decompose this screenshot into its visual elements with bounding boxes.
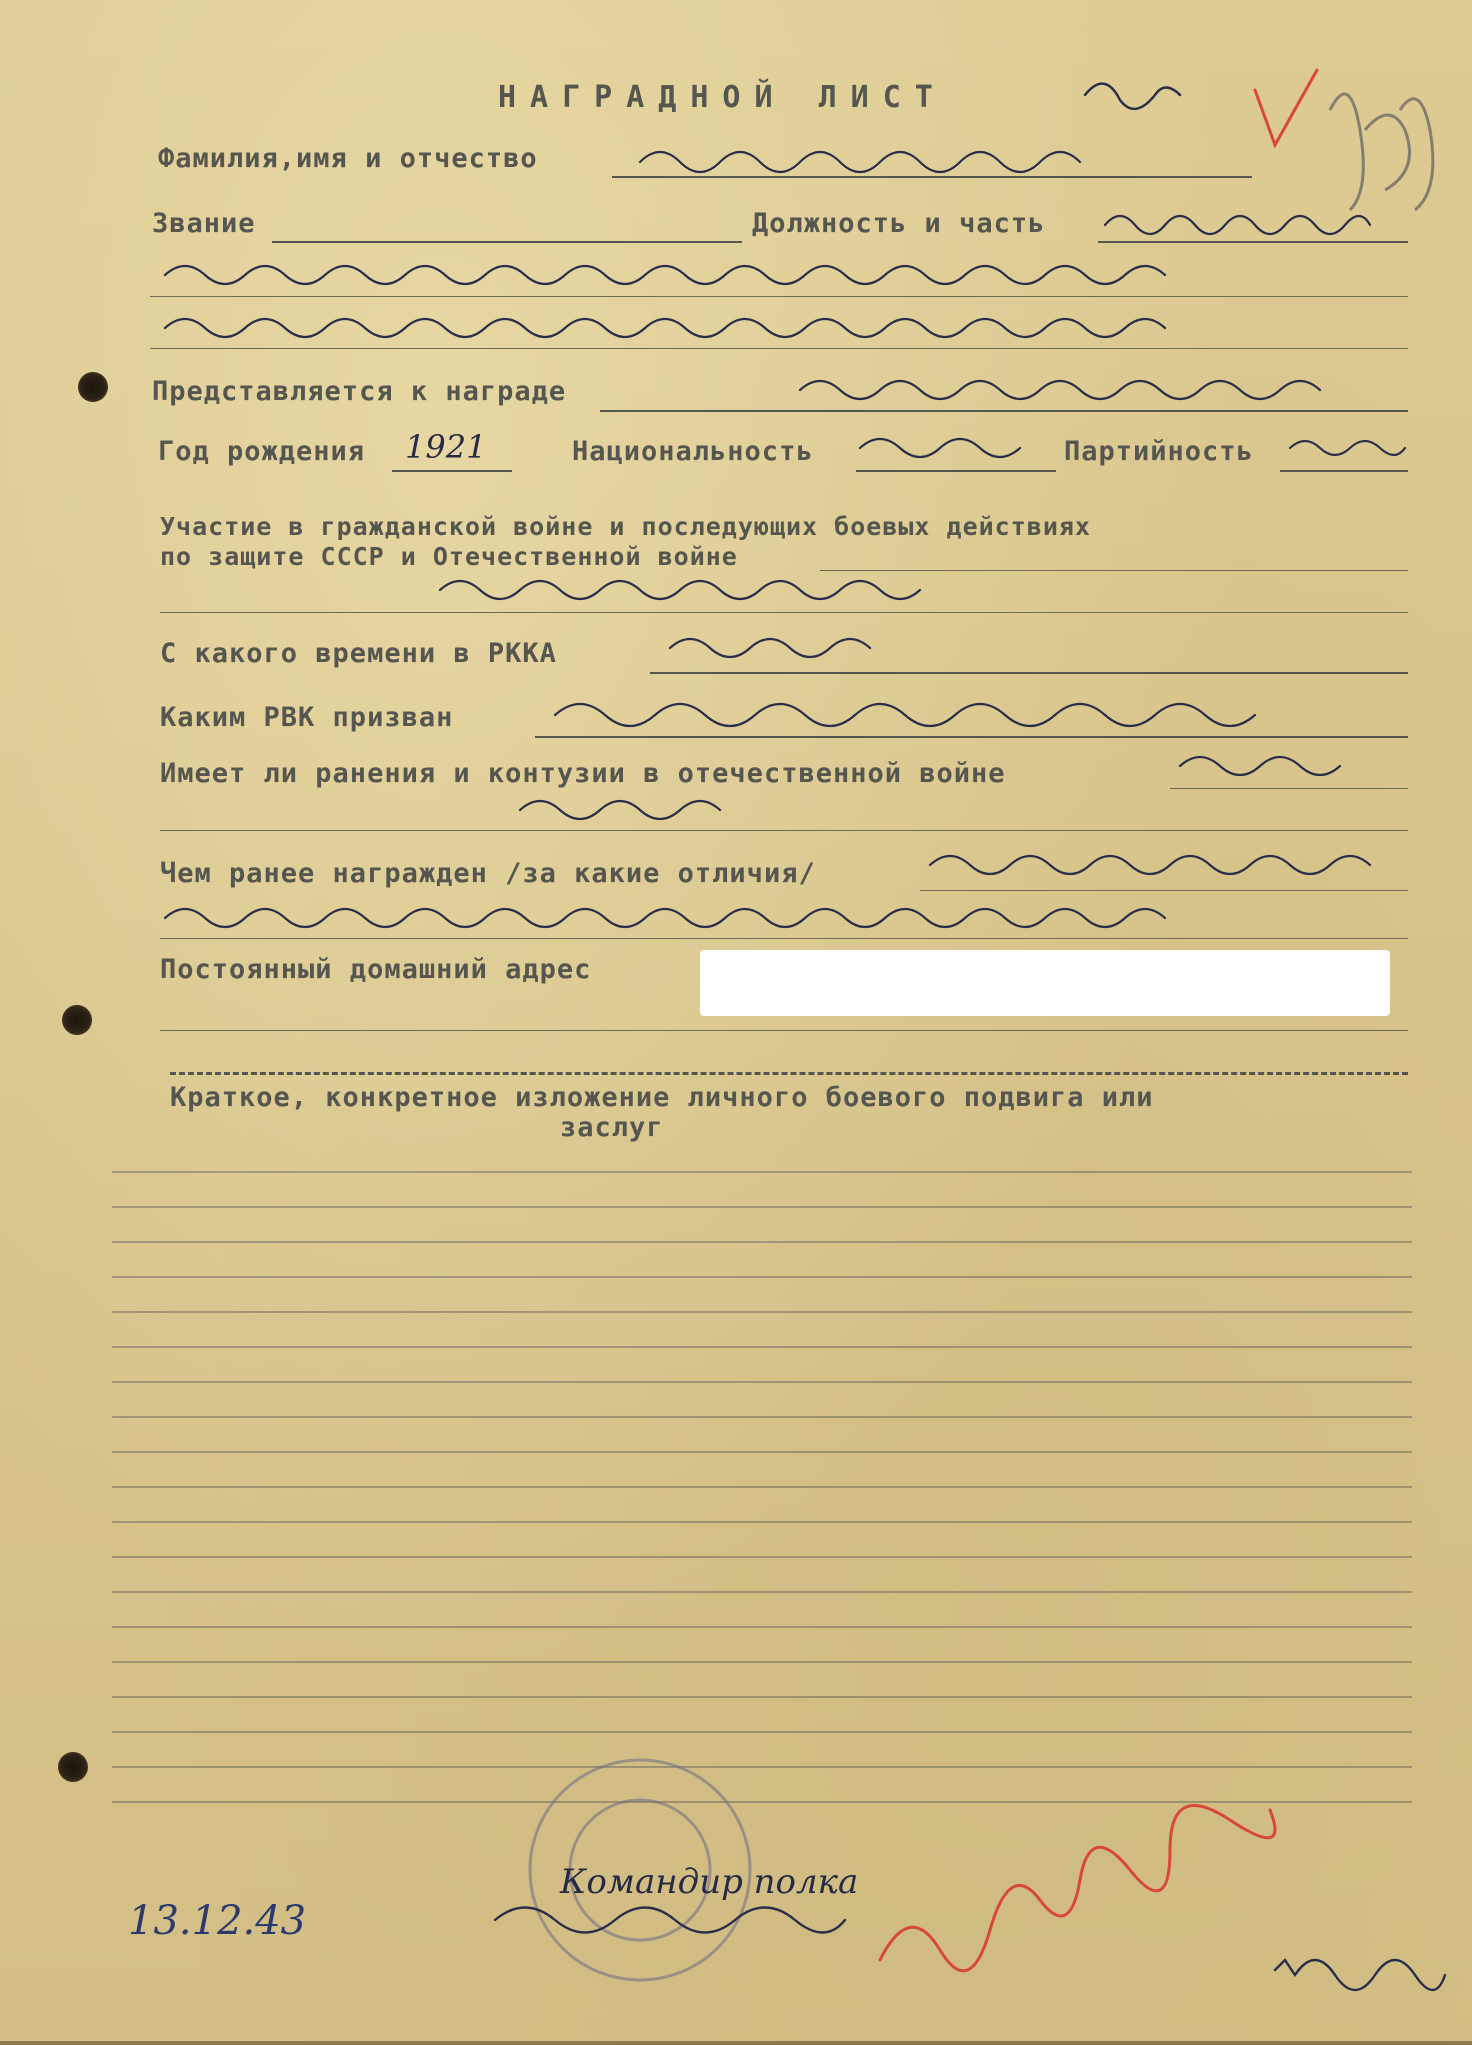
address-underline (160, 1030, 1408, 1031)
position-underline (1098, 241, 1408, 243)
handwritten-award-mark (800, 381, 1320, 399)
nationality-label: Национальность (572, 436, 814, 467)
feat-label-1: Краткое, конкретное изложение личного боевого подвига или (170, 1082, 1154, 1113)
rvk-underline (535, 736, 1408, 738)
civil-war-label-2: по защите СССР и Отечественной войне (160, 542, 738, 571)
wounds-underline-2 (160, 830, 1408, 831)
rvk-label: Каким РВК призван (160, 702, 454, 733)
unit-underline-1 (150, 296, 1408, 297)
name-label: Фамилия,имя и отчество (158, 143, 538, 174)
position-label: Должность и часть (752, 208, 1046, 239)
handwritten-unit-line-1 (165, 266, 1165, 284)
birth-year-label: Год рождения (158, 436, 366, 467)
signature-title: Командир полка (560, 1862, 859, 1902)
handwritten-party-mark (1290, 441, 1405, 455)
prior-award-label: Чем ранее награжден /за какие отличия/ (160, 858, 816, 889)
signature-scribble (495, 84, 1472, 1995)
party-label: Партийность (1064, 436, 1254, 467)
rank-underline (272, 241, 742, 243)
civil-war-underline-1 (820, 570, 1408, 571)
handwritten-prior-award-mark-2 (165, 909, 1165, 927)
section-divider (170, 1072, 1408, 1075)
rkka-underline (650, 672, 1408, 674)
name-underline (612, 176, 1252, 178)
recommended-underline (600, 410, 1408, 412)
civil-war-label-1: Участие в гражданской войне и последующих боевых действиях (160, 512, 1091, 541)
handwritten-rvk-mark (555, 704, 1255, 726)
prior-award-underline-1 (920, 890, 1408, 891)
unit-underline-2 (150, 348, 1408, 349)
handwritten-prior-award-mark-1 (930, 856, 1370, 874)
red-pencil-check (880, 70, 1317, 1971)
handwritten-wound-date-mark (520, 801, 720, 819)
nationality-underline (856, 470, 1056, 472)
handwritten-rkka-mark (670, 639, 870, 657)
rank-label: Звание (152, 208, 256, 239)
wounds-label: Имеет ли ранения и контузии в отечественной войне (160, 758, 1006, 789)
wounds-underline-1 (1170, 788, 1408, 789)
handwritten-unit-line-2 (165, 319, 1165, 337)
handwritten-war-participation-mark (440, 581, 920, 599)
rkka-label: С какого времени в РККА (160, 638, 557, 669)
pencil-number (1330, 94, 1433, 210)
feat-label-2: заслуг (560, 1112, 664, 1143)
handwritten-position-mark (1105, 216, 1370, 234)
party-underline (1280, 470, 1408, 472)
recommended-label: Представляется к награде (152, 376, 567, 407)
handwritten-wound-mark (1180, 757, 1340, 775)
handwritten-nationality-mark (860, 439, 1020, 457)
handwritten-name-mark (640, 152, 1080, 172)
birth-year-value: 1921 (405, 428, 487, 466)
birth-year-underline (392, 470, 512, 472)
signature-date: 13.12.43 (128, 1898, 307, 1944)
prior-award-underline-2 (160, 938, 1408, 939)
document-title: НАГРАДНОЙ ЛИСТ (498, 80, 947, 115)
civil-war-underline-2 (160, 612, 1408, 613)
address-label: Постоянный домашний адрес (160, 954, 592, 985)
narrative-rule-lines (112, 1172, 1412, 1802)
address-redaction (700, 950, 1390, 1016)
